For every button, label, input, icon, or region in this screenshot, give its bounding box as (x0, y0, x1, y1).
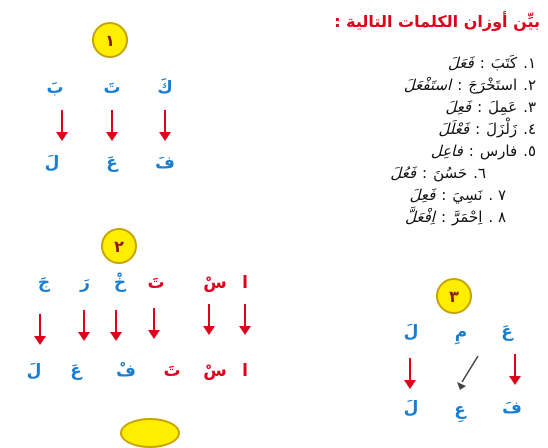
diagram-2-bottom-letter: عَ (70, 361, 82, 381)
diagram-3-top-letter: مِ (454, 322, 468, 342)
diagram-3-bottom-letter: لَ (403, 398, 419, 418)
down-arrow-icon (153, 108, 177, 142)
down-arrow-icon (72, 308, 96, 342)
diagram-1-top-letter: تَ (103, 78, 121, 98)
diagram-2-top-letter: جَ (37, 273, 51, 293)
diagram-3-bottom-letter: عِ (454, 400, 466, 420)
list-item: ٧ .نَسِيَ:فَعِلَ (409, 186, 506, 204)
down-arrow-icon (50, 108, 74, 142)
diagram-1-bottom-letter: عَ (106, 153, 118, 173)
down-arrow-icon (104, 308, 128, 342)
badge-diagram-2: ٢ (101, 228, 137, 264)
diagram-2-bottom-letter: فْ (116, 361, 136, 381)
down-arrow-icon (197, 302, 221, 336)
list-item: ٣.عَمِلَ:فَعِلَ (445, 98, 536, 116)
diagram-2-top-letter: خْ (113, 273, 127, 293)
down-arrow-icon (398, 356, 422, 390)
diagram-1-top-letter: كَ (157, 78, 173, 98)
down-arrow-icon (233, 302, 257, 336)
diagram-2-bottom-letter: تَ (163, 361, 181, 381)
diagram-2-bottom-letter: ا (242, 361, 248, 381)
list-item: ١.كَتَبَ:فَعَلَ (447, 54, 536, 72)
diagram-2-top-letter: رَ (80, 273, 90, 293)
down-arrow-icon (28, 312, 52, 346)
diagram-2-top-letter: ا (242, 273, 248, 293)
list-item: ٦.حَسُنَ:فَعُلَ (390, 164, 486, 182)
diagram-3-bottom-letter: فَ (502, 398, 522, 418)
diagram-1-top-letter: بَ (46, 78, 64, 98)
list-item: ٨ .اِحْمَرَّ:اِفْعَلَّ (405, 208, 506, 226)
diagram-3-top-letter: عَ (501, 322, 513, 342)
list-item: ٢.استَخْرَجَ:استَفْعَلَ (403, 76, 536, 94)
exercise-title: بيِّن أوزان الكلمات التالية : (334, 12, 540, 31)
diagram-1-bottom-letter: فَ (155, 153, 175, 173)
diagram-2-bottom-letter: لَ (26, 361, 42, 381)
diagram-2-top-letter: سْ (203, 273, 227, 293)
down-arrow-icon (100, 108, 124, 142)
list-item: ٤.زَلْزَلَ:فَعْلَلَ (438, 120, 536, 138)
diagram-2-top-letter: تَ (147, 273, 165, 293)
word-pattern-list (326, 52, 536, 228)
diagram-1-bottom-letter: لَ (44, 153, 60, 173)
diagram-2-bottom-letter: سْ (203, 361, 227, 381)
badge-diagram-1: ١ (92, 22, 128, 58)
diagram-3-top-letter: لَ (403, 322, 419, 342)
down-arrow-icon (503, 352, 527, 386)
down-arrow-icon (142, 306, 166, 340)
diagonal-arrow-icon (448, 352, 488, 392)
badge-partial (120, 418, 180, 448)
badge-diagram-3: ٣ (436, 278, 472, 314)
list-item: ٥.فارس:فاعِل (430, 142, 536, 160)
